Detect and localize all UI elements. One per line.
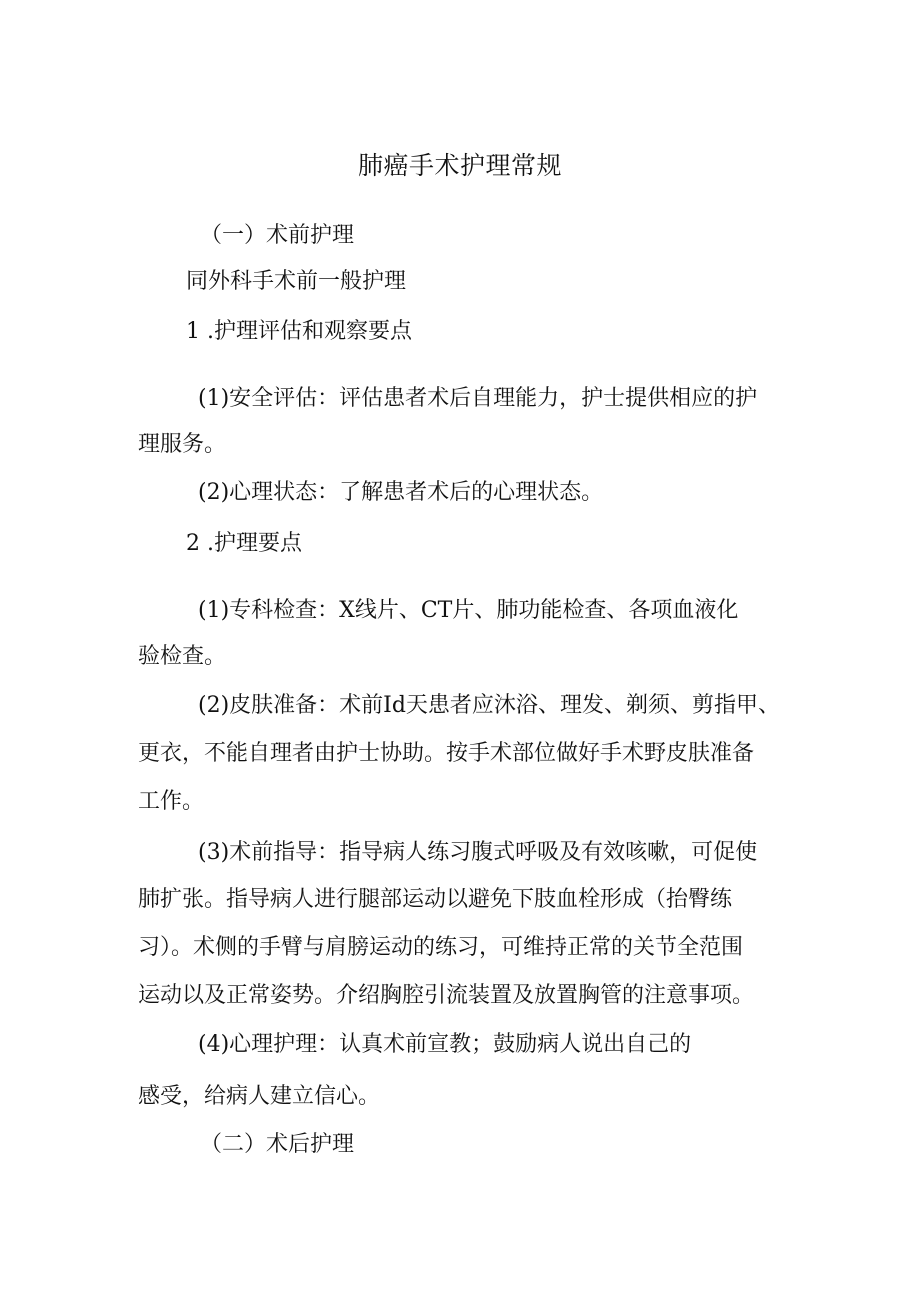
paragraph-line: (2)心理状态：了解患者术后的心理状态。 [198, 480, 604, 505]
paragraph-line: (1)安全评估：评估患者术后自理能力，护士提供相应的护 [198, 386, 758, 411]
paragraph-line: 习）。术侧的手臂与肩膀运动的练习，可维持正常的关节全范围 [138, 935, 744, 960]
paragraph-line: 同外科手术前一般护理 [186, 269, 407, 294]
paragraph-line: 验检查。 [138, 644, 227, 669]
section-heading-preop: （一）术前护理 [200, 223, 355, 248]
paragraph-line: 理服务。 [138, 432, 227, 457]
subheading-assessment: 1 .护理评估和观察要点 [186, 319, 412, 344]
paragraph-line: (4)心理护理：认真术前宣教；鼓励病人说出自己的 [198, 1032, 692, 1057]
paragraph-line: 工作。 [138, 789, 205, 814]
paragraph-line: 感受，给病人建立信心。 [138, 1084, 381, 1109]
document-title: 肺癌手术护理常规 [357, 151, 562, 180]
paragraph-line: 更衣，不能自理者由护士协助。按手术部位做好手术野皮肤准备 [138, 741, 755, 766]
subheading-key-points: 2 .护理要点 [186, 531, 302, 556]
paragraph-line: (3)术前指导：指导病人练习腹式呼吸及有效咳嗽，可促使 [198, 840, 758, 865]
paragraph-line: (2)皮肤准备：术前Id天患者应沐浴、理发、剃须、剪指甲、 [198, 693, 780, 718]
section-heading-postop: （二）术后护理 [200, 1132, 355, 1157]
paragraph-line: (1)专科检查：X线片、CT片、肺功能检查、各项血液化 [198, 598, 739, 623]
paragraph-line: 肺扩张。指导病人进行腿部运动以避免下肢血栓形成（抬臀练 [138, 887, 733, 912]
paragraph-line: 运动以及正常姿势。介绍胸腔引流装置及放置胸管的注意事项。 [138, 983, 755, 1008]
